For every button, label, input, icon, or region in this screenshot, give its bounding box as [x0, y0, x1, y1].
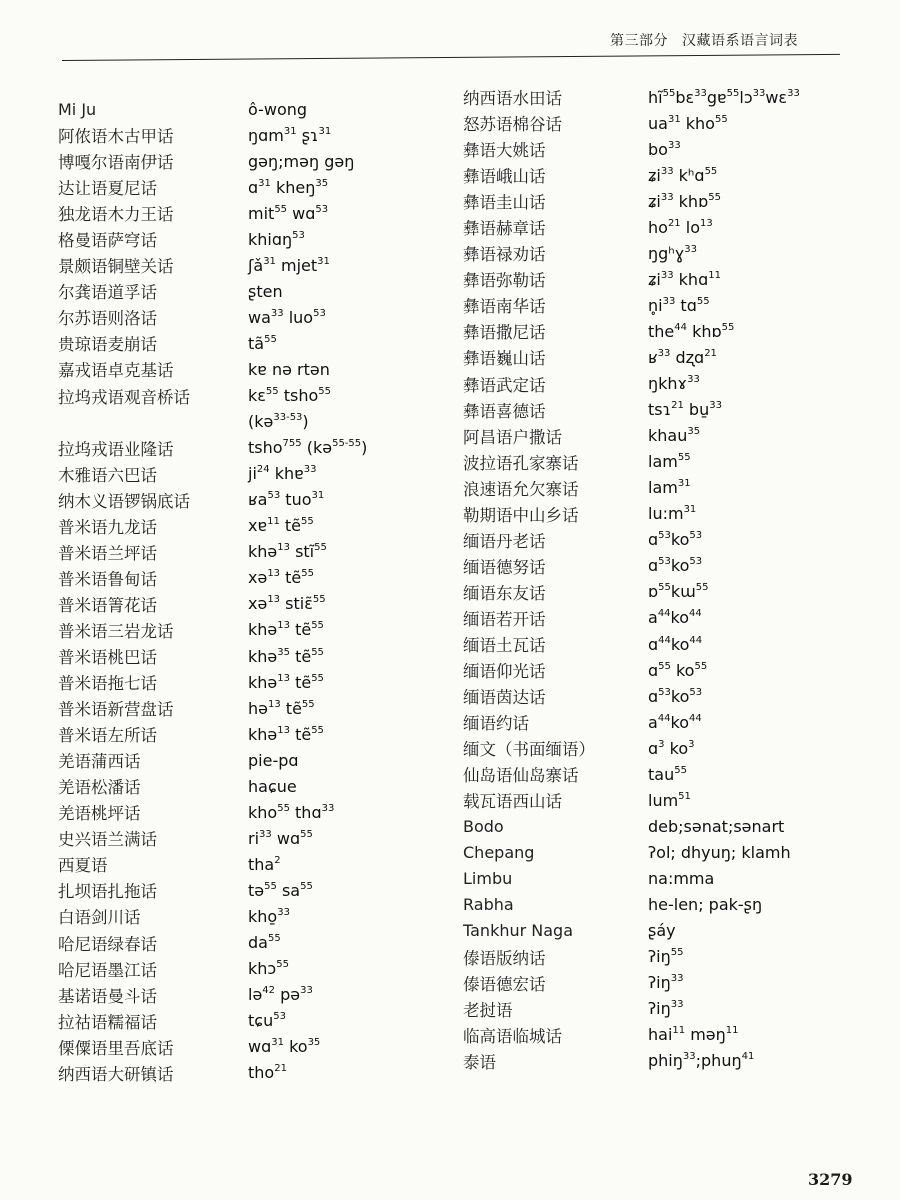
word-form: $da^{55}$	[248, 933, 281, 953]
dialect-name: 泰语	[463, 1052, 496, 1072]
entry-row	[58, 383, 448, 409]
running-header	[610, 30, 880, 50]
dialect-name: 缅语约话	[463, 714, 529, 734]
word-form: khə$^{13}$ stĩ$^{55}$	[248, 542, 327, 562]
word-form: ʃǎ$^{31}$ mjet$^{31}$	[248, 255, 330, 275]
dialect-name: Chepang	[463, 842, 535, 862]
dialect-name: 缅语德努话	[463, 557, 546, 577]
entry-row	[463, 709, 853, 735]
word-form: he-len; pak-ʂŋ	[648, 894, 763, 914]
right-column	[463, 84, 853, 1074]
dialect-name: 彝语圭山话	[463, 193, 546, 213]
entry-row	[463, 318, 853, 344]
word-form: $tã^{55}$	[248, 333, 277, 353]
word-form: ʂten	[248, 281, 283, 301]
entry-row	[58, 565, 448, 591]
dialect-name: 尔龚语道孚话	[58, 283, 157, 303]
word-form: $wa^{33}$ luo$^{53}$	[248, 307, 326, 327]
word-form: tsɿ$^{21}$ bu̱$^{33}$	[648, 400, 722, 420]
dialect-name: 西夏语	[58, 856, 108, 876]
entry-row	[58, 435, 448, 461]
word-form: $bo^{33}$	[648, 139, 681, 159]
word-form: wɑ$^{31}$ $ko^{35}$	[248, 1037, 321, 1057]
word-form: mit$^{55}$ wɑ$^{53}$	[248, 203, 329, 223]
entry-row	[463, 397, 853, 423]
dialect-name: Limbu	[463, 868, 513, 888]
dialect-name: 怒苏语棉谷话	[463, 115, 562, 135]
word-form: ŋɑm$^{31}$ ʂɿ$^{31}$	[248, 125, 332, 145]
word-form: khɔ$^{55}$	[248, 959, 289, 979]
word-form: $n̥i^{33}$ tɑ$^{55}$	[648, 295, 710, 315]
word-form: ʑi$^{33}$ khɑ$^{11}$	[648, 269, 721, 289]
word-form: $ɑ^{53}ko^{53}$	[648, 530, 703, 550]
entry-row	[58, 982, 448, 1008]
word-form: tə$^{55}$ $sa^{55}$	[248, 880, 313, 900]
entry-row	[58, 695, 448, 721]
entry-row	[58, 487, 448, 513]
entry-row	[58, 252, 448, 278]
word-form: ʁa$^{53}$ tuo$^{31}$	[248, 490, 325, 510]
dialect-name: 尔苏语则洛话	[58, 309, 157, 329]
word-form: (kə$^{33-53}$)	[248, 412, 309, 432]
entry-row	[58, 278, 448, 304]
entry-row	[58, 304, 448, 330]
dialect-name: 哈尼语墨江话	[58, 960, 157, 980]
dialect-name: 傣语德宏话	[463, 974, 546, 994]
word-form: tha$^2$	[248, 854, 281, 874]
entry-row	[463, 344, 853, 370]
word-form: khau$^{35}$	[648, 426, 701, 446]
word-form: pie-pɑ	[248, 750, 299, 770]
dialect-name: 羌语松潘话	[58, 778, 141, 798]
word-form: $hĩ^{55}bɛ^{33}gɐ^{55}lɔ^{33}wɛ^{33}$	[648, 87, 800, 107]
entry-row	[58, 930, 448, 956]
entry-row	[463, 761, 853, 787]
dialect-name: 纳西语大研镇话	[58, 1064, 174, 1084]
entry-row	[463, 944, 853, 970]
entry-row	[58, 356, 448, 382]
dialect-name: 彝语禄劝话	[463, 245, 546, 265]
dialect-name: 傣语版纳话	[463, 948, 546, 968]
dialect-name: 普米语九龙话	[58, 517, 157, 537]
word-form: ɑ$^{55}$ $ko^{55}$	[648, 660, 708, 680]
entry-row	[463, 501, 853, 527]
entry-row	[58, 1034, 448, 1060]
dialect-name: 彝语巍山话	[463, 349, 546, 369]
dialect-name: 波拉语孔家寨话	[463, 453, 579, 473]
word-form: khə$^{13}$ tẽ$^{55}$	[248, 620, 324, 640]
entry-row	[463, 631, 853, 657]
left-column	[58, 96, 448, 1086]
word-form: lam$^{31}$	[648, 478, 691, 498]
dialect-name: 纳木义语锣锅底话	[58, 491, 190, 511]
entry-row	[58, 226, 448, 252]
dialect-name: 贵琼语麦崩话	[58, 335, 157, 355]
entry-row	[463, 891, 853, 917]
word-form: the$^{44}$ khɒ$^{55}$	[648, 321, 735, 341]
dialect-name: 纳西语水田话	[463, 89, 562, 109]
word-form: hai$^{11}$ məŋ$^{11}$	[648, 1025, 739, 1045]
dialect-name: 彝语南华话	[463, 297, 546, 317]
dialect-name: Tankhur Naga	[463, 921, 574, 941]
word-form: kɐ nə rtən	[248, 359, 330, 379]
dialect-name: 拉坞戎语观音桥话	[58, 387, 190, 407]
entry-row	[58, 330, 448, 356]
word-form: ʔiŋ$^{33}$	[648, 973, 684, 993]
entry-row	[58, 174, 448, 200]
entry-row	[58, 513, 448, 539]
word-form: kho̱$^{33}$	[248, 906, 290, 926]
dialect-name: 傈僳语里吾底话	[58, 1038, 174, 1058]
dialect-name: 勒期语中山乡话	[463, 505, 579, 525]
entry-row	[58, 122, 448, 148]
entry-row	[463, 813, 853, 839]
entry-row	[58, 773, 448, 799]
word-form: $ji^{24}$ khɐ$^{33}$	[248, 464, 317, 484]
dialect-name: 缅文（书面缅语）	[463, 740, 595, 760]
dialect-name: 缅语仰光话	[463, 662, 546, 682]
dialect-name: 缅语东友话	[463, 583, 546, 603]
dialect-name: 哈尼语绿春话	[58, 934, 157, 954]
word-form: ɑ$^3$ $ko^3$	[648, 738, 695, 758]
entry-row	[463, 735, 853, 761]
entry-row	[58, 539, 448, 565]
entry-row	[58, 877, 448, 903]
page-number: 3279	[808, 1170, 853, 1189]
dialect-name: 普米语拖七话	[58, 674, 157, 694]
dialect-name: 阿昌语户撒话	[463, 427, 562, 447]
dialect-name: 彝语赫章话	[463, 219, 546, 239]
entry-row	[463, 553, 853, 579]
entry-row	[463, 918, 853, 944]
word-form: $ɑ^{44}ko^{44}$	[648, 634, 703, 654]
entry-row	[463, 970, 853, 996]
dialect-name: 彝语喜德话	[463, 401, 546, 421]
dialect-name: 普米语箐花话	[58, 595, 157, 615]
word-form: ŋkhɤ$^{33}$	[648, 374, 700, 394]
dialect-name: 缅语土瓦话	[463, 636, 546, 655]
dialect-name: 羌语蒲西话	[58, 752, 141, 772]
dialect-name: 基诺语曼斗话	[58, 986, 157, 1006]
dialect-name: 普米语鲁甸话	[58, 569, 157, 589]
dialect-name: Mi Ju	[58, 99, 97, 119]
word-form: na:mma	[648, 868, 715, 888]
word-form: ʔiŋ$^{55}$	[648, 947, 684, 967]
entry-row	[58, 799, 448, 825]
word-form: gəŋ;məŋ gəŋ	[248, 151, 355, 171]
dialect-name: 普米语桃巴话	[58, 648, 157, 667]
word-form: ʑi$^{33}$ khɒ$^{55}$	[648, 191, 721, 211]
entry-row	[463, 214, 853, 240]
dialect-name: 普米语兰坪话	[58, 543, 157, 563]
dialect-name: 格曼语萨穹话	[58, 231, 157, 251]
entry-row	[58, 903, 448, 929]
entry-row	[58, 96, 448, 122]
word-form: $ua^{31}$ kho$^{55}$	[648, 113, 728, 133]
entry-row	[463, 371, 853, 397]
word-form: tau$^{55}$	[648, 764, 687, 784]
entry-row	[463, 188, 853, 214]
dialect-name: 临高语临城话	[463, 1026, 562, 1046]
word-form: khiɑŋ$^{53}$	[248, 229, 305, 249]
word-form: lum$^{51}$	[648, 790, 691, 810]
word-form: ʑi$^{33}$ kʰɑ$^{55}$	[648, 165, 718, 185]
dialect-name: 缅语若开话	[463, 609, 546, 629]
dialect-name: 彝语大姚话	[463, 141, 546, 161]
dialect-name: 彝语武定话	[463, 375, 546, 395]
word-form: hə$^{13}$ tẽ$^{55}$	[248, 698, 315, 718]
word-form: $ri^{33}$ wɑ$^{55}$	[248, 828, 313, 848]
entry-row	[463, 136, 853, 162]
entry-row	[463, 84, 853, 110]
entry-row	[463, 605, 853, 631]
dialect-name: 拉坞戎语业隆话	[58, 439, 174, 459]
word-form: deb;sənat;sənart	[648, 816, 785, 836]
word-form: ŋgʰɣ$^{33}$	[648, 243, 698, 263]
dialect-name: 阿侬语木古甲话	[58, 127, 174, 147]
entry-row	[463, 657, 853, 683]
word-form: phiŋ$^{33}$;phuŋ$^{41}$	[648, 1051, 755, 1071]
dialect-name: 拉祜语糯福话	[58, 1012, 157, 1032]
entry-row	[58, 200, 448, 226]
dialect-name: 达让语夏尼话	[58, 179, 157, 199]
entry-row	[463, 110, 853, 136]
dialect-name: 羌语桃坪话	[58, 804, 141, 824]
dialect-name: 彝语弥勒话	[463, 271, 546, 291]
entry-row	[58, 148, 448, 174]
word-form: tɕu$^{53}$	[248, 1011, 286, 1031]
entry-row	[463, 449, 853, 475]
dialect-name: 缅语茵达话	[463, 688, 546, 708]
word-form: khə$^{35}$ tẽ$^{55}$	[248, 646, 324, 666]
entry-row	[58, 721, 448, 747]
entry-row	[463, 1022, 853, 1048]
entry-row	[463, 527, 853, 553]
dialect-name: 独龙语木力王话	[58, 205, 174, 225]
word-form: lə$^{42}$ pə$^{33}$	[248, 985, 313, 1005]
word-form: ʔiŋ$^{33}$	[648, 999, 684, 1019]
entry-row	[463, 292, 853, 318]
word-form: ɒ$^{55}$kɯ$^{55}$	[648, 582, 709, 602]
entry-row	[58, 851, 448, 877]
entry-row	[463, 423, 853, 449]
dialect-name: 嘉戎语卓克基话	[58, 361, 174, 381]
entry-row	[463, 865, 853, 891]
dialect-name: 缅语丹老话	[463, 531, 546, 551]
word-form: khə$^{13}$ tẽ$^{55}$	[248, 724, 324, 744]
entry-row	[58, 1060, 448, 1086]
dialect-name: 史兴语兰满话	[58, 830, 157, 850]
word-form: ʔol; dhyuŋ; klamh	[648, 842, 791, 862]
word-form: $a^{44}ko^{44}$	[648, 712, 702, 732]
word-form: $lu:m^{31}$	[648, 504, 697, 524]
word-form: ʁ$^{33}$ dʐɑ$^{21}$	[648, 347, 717, 367]
dialect-name: 浪速语允欠寨话	[463, 479, 579, 499]
word-form: $ho^{21}$ $lo^{13}$	[648, 217, 713, 237]
word-form: khə$^{13}$ tẽ$^{55}$	[248, 672, 324, 692]
entry-row	[58, 409, 448, 435]
entry-row	[58, 669, 448, 695]
entry-row	[58, 591, 448, 617]
dialect-name: 普米语新营盘话	[58, 700, 174, 720]
entry-row	[463, 787, 853, 813]
entry-row	[58, 643, 448, 669]
dialect-name: 彝语撒尼话	[463, 323, 546, 343]
entry-row	[463, 1048, 853, 1074]
word-form: xɐ$^{11}$ tẽ$^{55}$	[248, 516, 314, 536]
dialect-name: 普米语左所话	[58, 726, 157, 746]
dialect-name: 博嘎尔语南伊话	[58, 153, 174, 173]
word-form: kho$^{55}$ thɑ$^{33}$	[248, 802, 335, 822]
dialect-name: 普米语三岩龙话	[58, 621, 174, 641]
entry-row	[58, 617, 448, 643]
dialect-name: 木雅语六巴话	[58, 465, 157, 485]
entry-row	[463, 579, 853, 605]
word-form: haɕue	[248, 776, 297, 796]
section-label: 第三部分	[610, 33, 668, 49]
word-form: ɑ$^{31}$ kheŋ$^{35}$	[248, 177, 329, 197]
dialect-name: 彝语峨山话	[463, 167, 546, 187]
word-form: tho$^{21}$	[248, 1063, 287, 1083]
entry-row	[463, 475, 853, 501]
word-form: ô-wong	[248, 99, 308, 119]
entry-row	[58, 1008, 448, 1034]
word-form: xə$^{13}$ stiɛ̃$^{55}$	[248, 594, 326, 614]
entry-row	[463, 162, 853, 188]
entry-row	[58, 747, 448, 773]
entry-row	[463, 240, 853, 266]
word-form: $a^{44}ko^{44}$	[648, 608, 702, 628]
entry-row	[463, 683, 853, 709]
dialect-name: Rabha	[463, 894, 514, 914]
word-form: $ɑ^{53}ko^{53}$	[648, 556, 703, 576]
dialect-name: 载瓦语西山话	[463, 792, 562, 812]
dialect-name: 白语剑川话	[58, 908, 141, 928]
entry-row	[58, 461, 448, 487]
entry-row	[463, 839, 853, 865]
dialect-name: Bodo	[463, 816, 504, 836]
entry-row	[58, 825, 448, 851]
entry-row	[463, 996, 853, 1022]
entry-row	[58, 956, 448, 982]
word-form: lam$^{55}$	[648, 452, 691, 472]
entry-row	[463, 266, 853, 292]
word-form: tsho$^{755}$ (kə$^{55-55}$)	[248, 438, 368, 458]
dialect-name: 扎坝语扎拖话	[58, 882, 157, 902]
word-form: xə$^{13}$ tẽ$^{55}$	[248, 568, 314, 588]
dialect-name: 景颇语铜壁关话	[58, 257, 174, 277]
dialect-name: 仙岛语仙岛寨话	[463, 766, 579, 786]
page-title: 汉藏语系语言词表	[682, 33, 798, 49]
word-form: ʂáy	[648, 921, 676, 941]
dialect-name: 老挝语	[463, 1000, 513, 1020]
word-form: kɛ$^{55}$ tsho$^{55}$	[248, 386, 332, 406]
header-rule	[62, 54, 840, 61]
word-form: $ɑ^{53}ko^{53}$	[648, 686, 703, 706]
